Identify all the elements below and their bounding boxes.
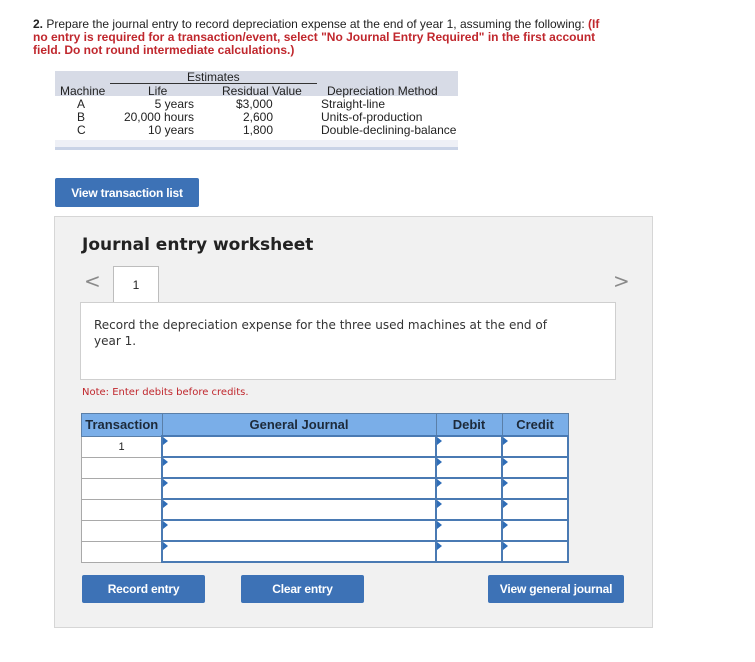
- transaction-number: 1: [82, 436, 163, 457]
- account-field[interactable]: [162, 478, 436, 499]
- journal-row: [82, 541, 569, 562]
- debit-field[interactable]: [436, 478, 502, 499]
- chevron-right-icon[interactable]: >: [613, 269, 630, 293]
- credit-field[interactable]: [502, 478, 568, 499]
- row-c-machine: C: [77, 123, 86, 137]
- transaction-cell: [82, 478, 163, 499]
- transaction-cell: [82, 541, 163, 562]
- row-b-life: 20,000 hours: [123, 110, 194, 124]
- header-method: Depreciation Method: [327, 84, 438, 98]
- header-machine: Machine: [60, 84, 106, 98]
- question-text: Prepare the journal entry to record depreciation expense at the end of year 1, assuming the following:: [46, 17, 585, 31]
- journal-entry-worksheet: [54, 216, 653, 628]
- account-field[interactable]: [162, 436, 436, 457]
- credit-field[interactable]: [502, 520, 568, 541]
- journal-row: [82, 520, 569, 541]
- account-field[interactable]: [162, 457, 436, 478]
- credit-field[interactable]: [502, 436, 568, 457]
- col-transaction: Transaction: [82, 414, 163, 437]
- row-a-machine: A: [77, 97, 86, 111]
- journal-row: [82, 457, 569, 478]
- row-b-residual: 2,600: [243, 110, 274, 124]
- transaction-description-box: [80, 302, 616, 380]
- estimates-table: [55, 71, 458, 150]
- col-general-journal: General Journal: [162, 414, 436, 437]
- col-credit: Credit: [502, 414, 568, 437]
- row-b-method: Units-of-production: [321, 110, 423, 124]
- account-field[interactable]: [162, 499, 436, 520]
- col-debit: Debit: [436, 414, 502, 437]
- row-c-life: 10 years: [147, 123, 194, 137]
- question-instruction: (If no entry is required for a transaction/event, select "No Journal Entry Required" in the first account field. Do not round intermediate calculations.): [33, 17, 600, 57]
- row-a-method: Straight-line: [321, 97, 386, 111]
- journal-row: [82, 478, 569, 499]
- record-entry-button[interactable]: Record entry: [82, 575, 205, 603]
- transaction-cell: [82, 499, 163, 520]
- chevron-left-icon[interactable]: <: [84, 269, 101, 293]
- debit-field[interactable]: [436, 541, 502, 562]
- row-a-life: 5 years: [154, 97, 194, 111]
- journal-header-row: [82, 414, 569, 437]
- row-b-machine: B: [77, 110, 86, 124]
- question-number: 2.: [33, 17, 44, 31]
- journal-row: [82, 499, 569, 520]
- row-c-residual: 1,800: [243, 123, 274, 137]
- tab-transaction-1[interactable]: 1: [113, 266, 159, 302]
- account-field[interactable]: [162, 520, 436, 541]
- transaction-cell: [82, 457, 163, 478]
- view-transaction-list-button[interactable]: View transaction list: [55, 178, 199, 207]
- credit-field[interactable]: [502, 499, 568, 520]
- account-field[interactable]: [162, 541, 436, 562]
- credit-field[interactable]: [502, 457, 568, 478]
- debit-field[interactable]: [436, 520, 502, 541]
- estimates-group-header: Estimates: [187, 70, 240, 84]
- transaction-description: Record the depreciation expense for the three used machines at the end of year 1.: [94, 318, 547, 348]
- debit-field[interactable]: [436, 436, 502, 457]
- header-residual: Residual Value: [222, 84, 302, 98]
- debit-field[interactable]: [436, 499, 502, 520]
- debit-field[interactable]: [436, 457, 502, 478]
- transaction-cell: [82, 520, 163, 541]
- row-c-method: Double-declining-balance: [321, 123, 457, 137]
- worksheet-title: Journal entry worksheet: [82, 235, 314, 255]
- row-a-residual: $3,000: [236, 97, 273, 111]
- clear-entry-button[interactable]: Clear entry: [241, 575, 364, 603]
- question-prompt: [33, 18, 613, 57]
- entry-note: Note: Enter debits before credits.: [82, 387, 249, 398]
- view-general-journal-button[interactable]: View general journal: [488, 575, 624, 603]
- header-life: Life: [148, 84, 168, 98]
- credit-field[interactable]: [502, 541, 568, 562]
- journal-table: [81, 413, 569, 563]
- journal-row: [82, 436, 569, 457]
